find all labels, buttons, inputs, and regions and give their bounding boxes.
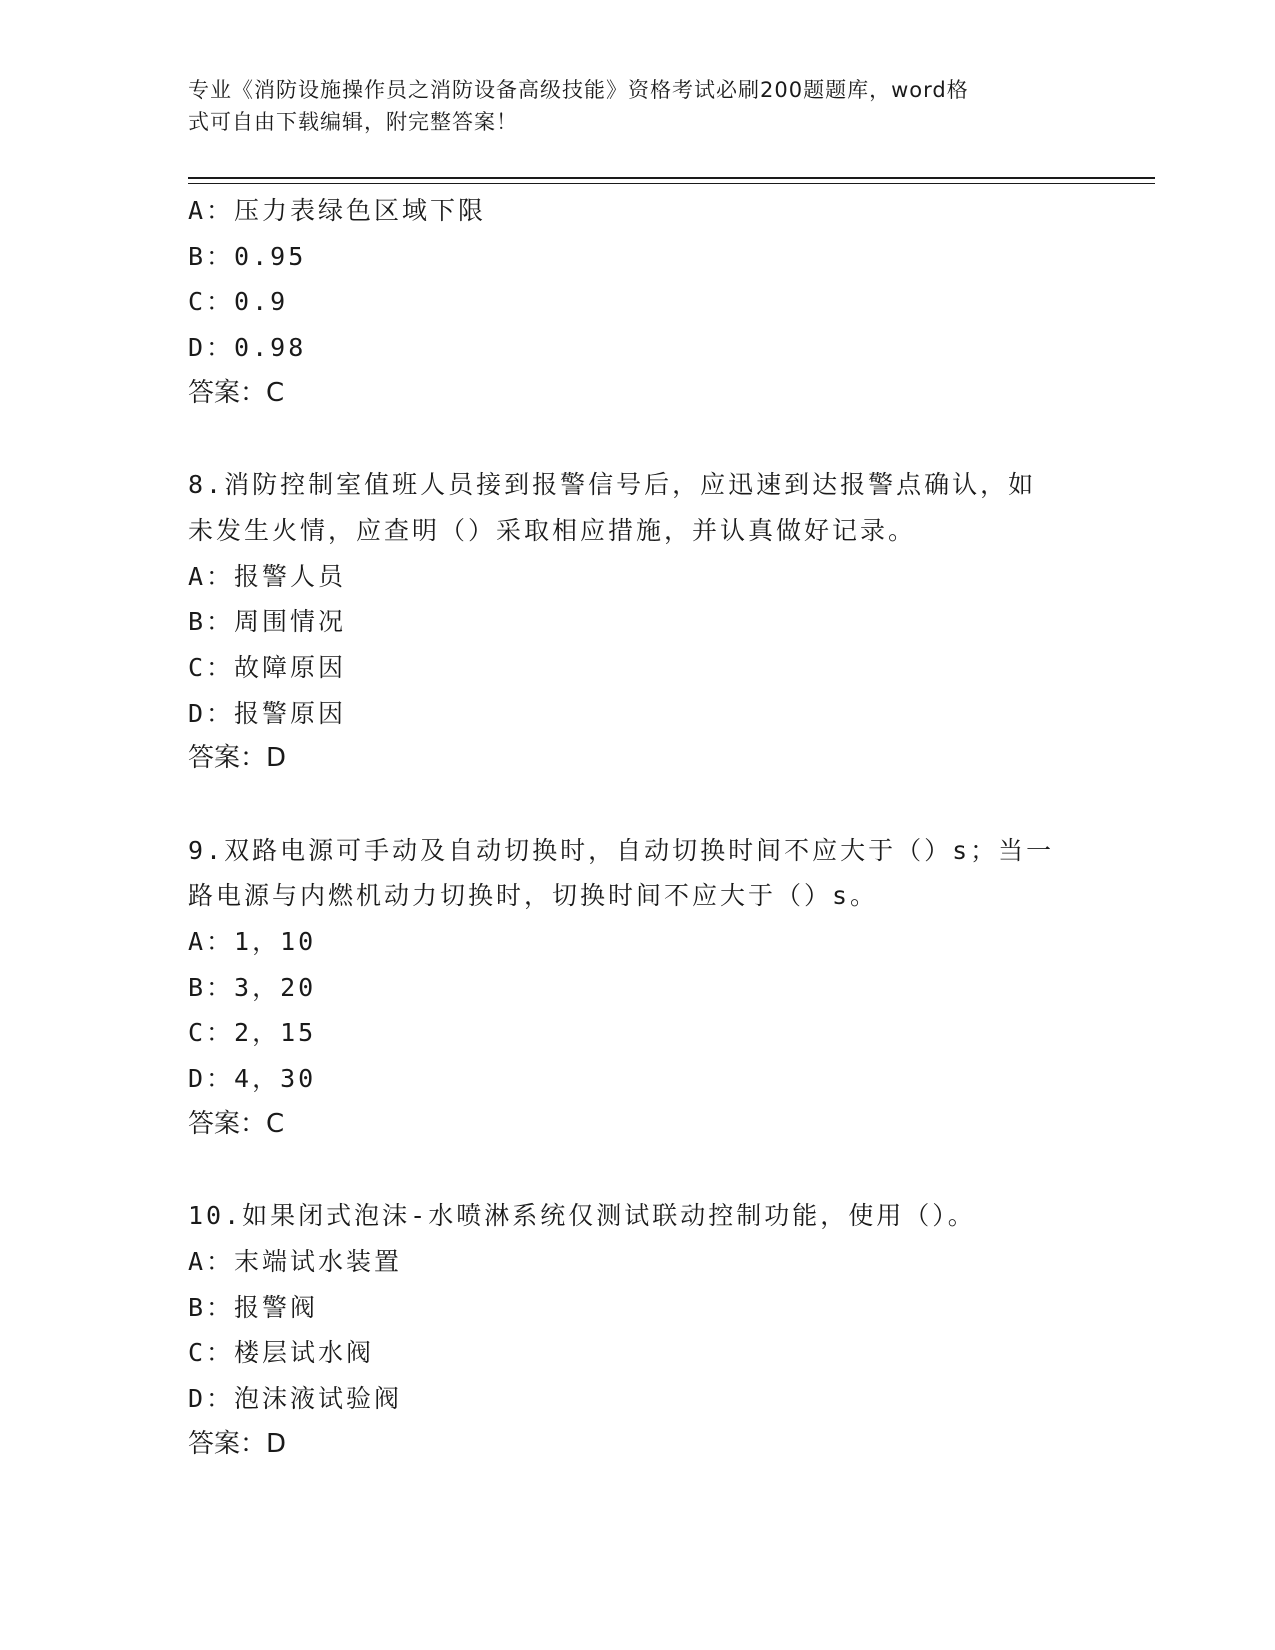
option-a: A：报警人员 <box>188 561 347 591</box>
question-content <box>188 188 1088 1467</box>
question-stem: 9.双路电源可手动及自动切换时，自动切换时间不应大于（）s；当一 <box>188 835 1055 865</box>
option-b: B：周围情况 <box>188 607 347 637</box>
option-d: D：泡沫液试验阀 <box>188 1383 403 1413</box>
header-line-1: 专业《消防设施操作员之消防设备高级技能》资格考试必刷200题题库，word格 <box>188 78 969 102</box>
question-stem: 10.如果闭式泡沫-水喷淋系统仅测试联动控制功能，使用（）。 <box>188 1201 976 1231</box>
answer: 答案：C <box>188 1108 285 1139</box>
answer: 答案：C <box>188 377 285 408</box>
question-7-tail <box>188 188 1088 416</box>
option-a: A：1，10 <box>188 927 317 956</box>
option-c: C：楼层试水阀 <box>188 1338 375 1368</box>
question-9 <box>188 828 1088 1148</box>
question-stem: 8.消防控制室值班人员接到报警信号后，应迅速到达报警点确认，如 <box>188 470 1037 500</box>
document-header <box>188 74 1088 138</box>
option-a: A：末端试水装置 <box>188 1246 403 1276</box>
option-a: A：压力表绿色区域下限 <box>188 196 487 225</box>
option-c: C：2，15 <box>188 1018 317 1048</box>
answer: 答案：D <box>188 743 287 774</box>
question-10 <box>188 1193 1088 1467</box>
header-rule-thick <box>188 177 1155 179</box>
question-stem: 未发生火情，应查明（）采取相应措施，并认真做好记录。 <box>188 515 917 545</box>
option-b: B：报警阀 <box>188 1292 319 1322</box>
question-8 <box>188 462 1088 782</box>
option-d: D：报警原因 <box>188 698 347 728</box>
spacer <box>188 416 1088 462</box>
option-d: D：0.98 <box>188 333 307 363</box>
option-b: B：3，20 <box>188 972 317 1002</box>
answer: 答案：D <box>188 1428 287 1459</box>
spacer <box>188 1147 1088 1193</box>
header-rule-thin <box>188 183 1155 184</box>
spacer <box>188 782 1088 828</box>
option-d: D：4，30 <box>188 1064 317 1094</box>
option-c: C：0.9 <box>188 287 289 317</box>
option-b: B：0.95 <box>188 241 307 271</box>
option-c: C：故障原因 <box>188 652 347 682</box>
question-stem: 路电源与内燃机动力切换时，切换时间不应大于（）s。 <box>188 881 879 911</box>
header-line-2: 式可自由下载编辑，附完整答案！ <box>188 110 518 134</box>
